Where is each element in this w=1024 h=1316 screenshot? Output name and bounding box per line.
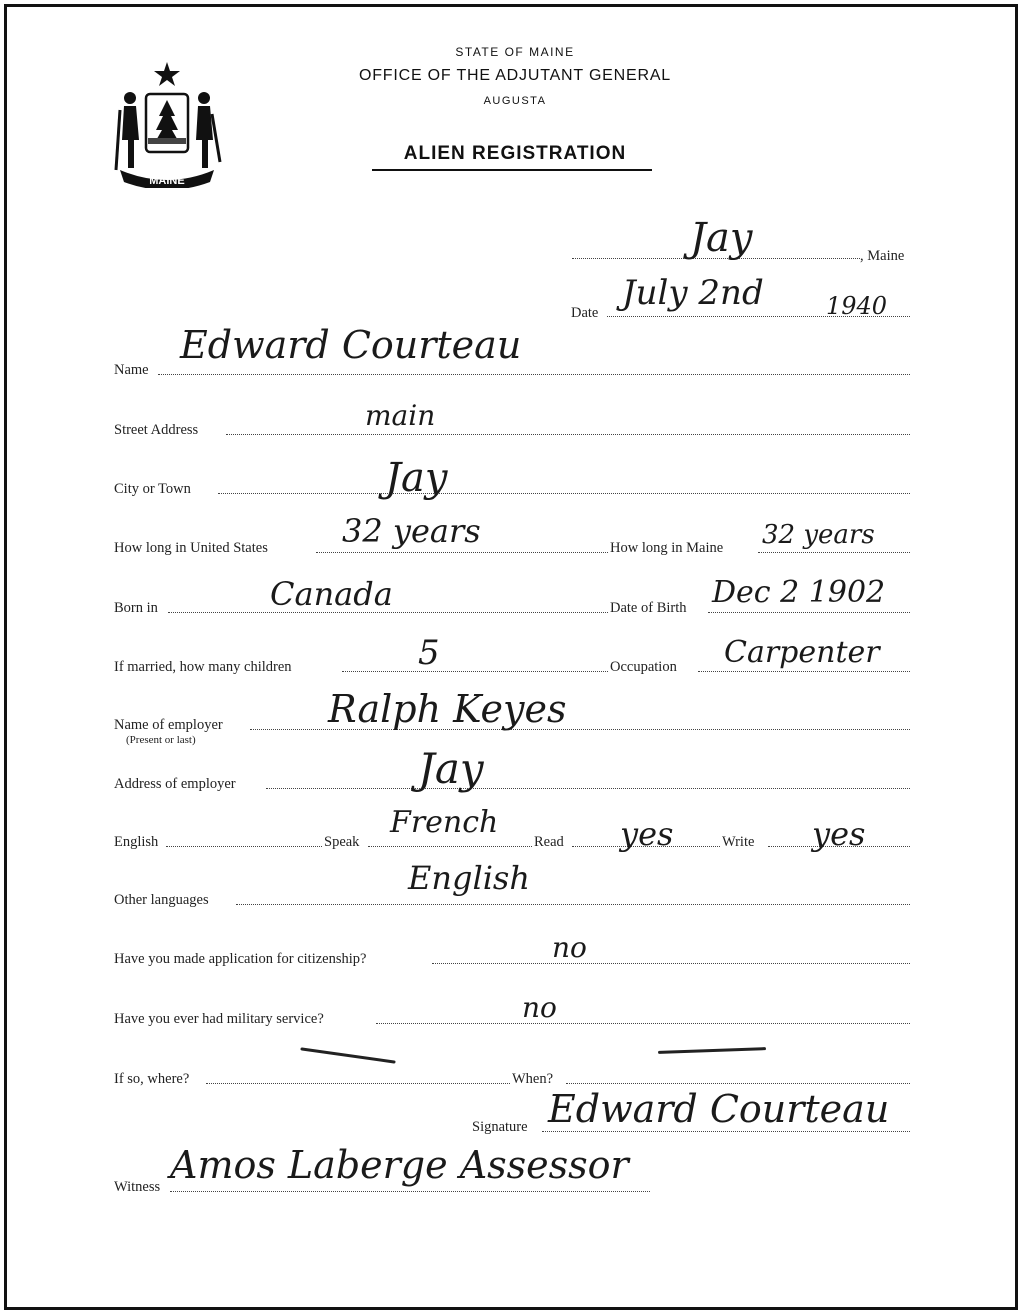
state-seal-icon <box>112 58 222 188</box>
citizenship-label: Have you made application for citizenship? <box>114 951 367 967</box>
header-city: AUGUSTA <box>483 95 547 107</box>
name-value: Edward Courteau <box>180 323 522 367</box>
witness-label: Witness <box>114 1179 161 1195</box>
write-label: Write <box>722 834 755 850</box>
citizenship-line <box>432 963 910 964</box>
street-line <box>226 434 910 435</box>
employer-address-label: Address of employer <box>114 776 236 792</box>
employer-address-value: Jay <box>418 744 484 793</box>
name-line <box>158 374 910 375</box>
english-label: English <box>114 834 159 850</box>
witness-line <box>170 1191 650 1192</box>
date-label: Date <box>571 305 599 321</box>
other-languages-label: Other languages <box>114 892 209 908</box>
read-label: Read <box>534 834 564 850</box>
birth-date-label: Date of Birth <box>610 600 687 616</box>
signature-line <box>542 1131 910 1132</box>
citizenship-value: no <box>552 931 587 964</box>
street-value: main <box>365 399 436 432</box>
header-state: STATE OF MAINE <box>455 45 575 59</box>
birth-date-value: Dec 2 1902 <box>712 575 886 610</box>
speak-label: Speak <box>324 834 360 850</box>
when-label: When? <box>512 1071 554 1087</box>
form-title: ALIEN REGISTRATION <box>403 143 627 164</box>
english-line <box>166 846 322 847</box>
occupation-line <box>698 671 910 672</box>
employer-sub-label: (Present or last) <box>126 734 196 746</box>
when-line <box>566 1083 910 1084</box>
occupation-label: Occupation <box>610 659 677 675</box>
speak-line <box>368 846 532 847</box>
maine-duration-label: How long in Maine <box>610 540 724 556</box>
employer-value: Ralph Keyes <box>328 687 567 731</box>
us-duration-label: How long in United States <box>114 540 268 556</box>
write-value: yes <box>812 815 866 853</box>
city-value: Jay <box>385 455 448 501</box>
birth-date-line <box>708 612 910 613</box>
name-label: Name <box>114 362 149 378</box>
other-languages-line <box>236 904 910 905</box>
born-in-label: Born in <box>114 600 158 616</box>
children-value: 5 <box>418 633 440 673</box>
where-label: If so, where? <box>114 1071 190 1087</box>
location-value: Jay <box>690 215 753 261</box>
signature-value: Edward Courteau <box>548 1087 890 1131</box>
speak-value: French <box>390 805 499 840</box>
maine-duration-value: 32 years <box>762 520 875 550</box>
other-languages-value: English <box>408 859 530 897</box>
city-label: City or Town <box>114 481 191 497</box>
witness-value: Amos Laberge Assessor <box>170 1143 629 1187</box>
children-line <box>342 671 608 672</box>
date-year-value: 1940 <box>826 292 888 320</box>
read-value: yes <box>620 815 674 853</box>
employer-address-line <box>266 788 910 789</box>
military-label: Have you ever had military service? <box>114 1011 324 1027</box>
maine-duration-line <box>758 552 910 553</box>
date-day-value: July 2nd <box>622 273 764 313</box>
us-duration-value: 32 years <box>342 512 481 550</box>
employer-label: Name of employer <box>114 717 223 733</box>
military-value: no <box>522 991 557 1024</box>
location-suffix: , Maine <box>860 248 905 264</box>
military-line <box>376 1023 910 1024</box>
born-in-value: Canada <box>270 575 393 613</box>
children-label: If married, how many children <box>114 659 292 675</box>
occupation-value: Carpenter <box>724 635 880 670</box>
us-duration-line <box>316 552 608 553</box>
where-line <box>206 1083 510 1084</box>
svg-text:MAINE: MAINE <box>149 175 185 187</box>
street-label: Street Address <box>114 422 199 438</box>
city-line <box>218 493 910 494</box>
title-underline <box>372 169 652 171</box>
header-office: OFFICE OF THE ADJUTANT GENERAL <box>358 67 672 84</box>
signature-label: Signature <box>472 1119 528 1135</box>
